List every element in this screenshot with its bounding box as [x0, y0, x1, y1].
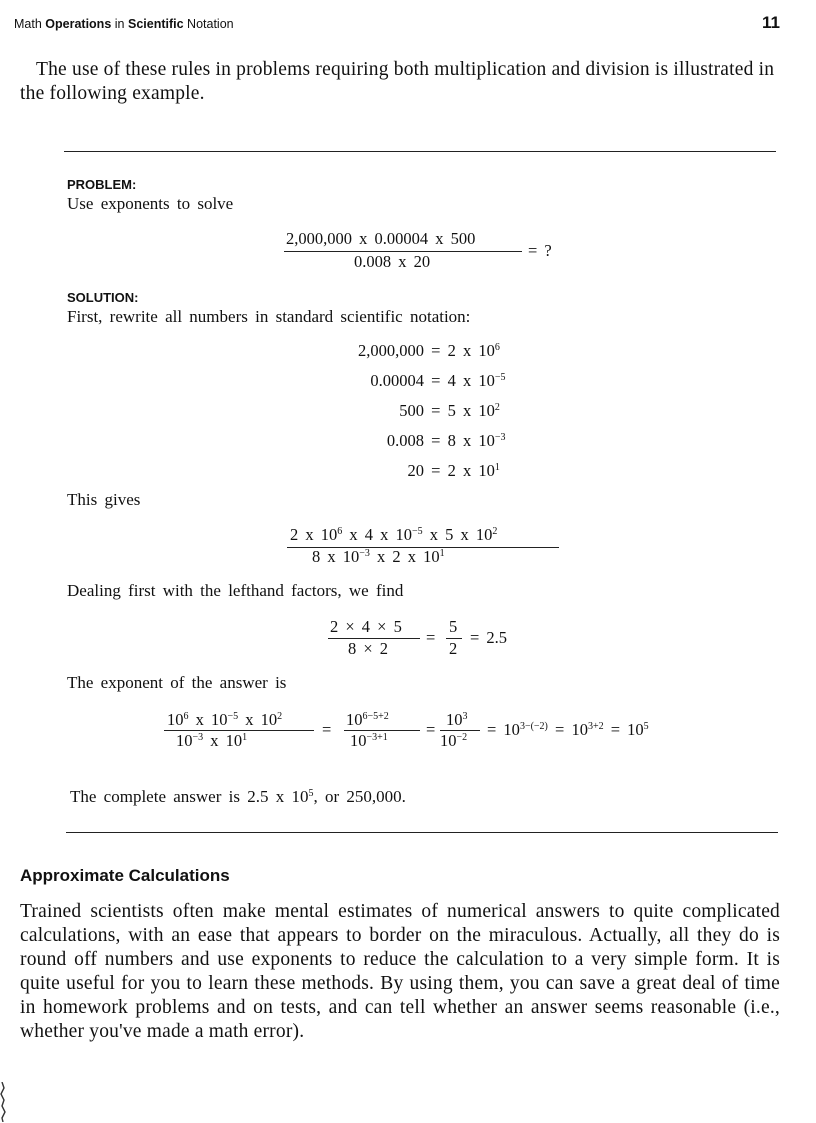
- conversion-coef: 8: [447, 431, 456, 450]
- lefthand-result: = 2.5: [470, 628, 508, 647]
- conversion-exp: −3: [494, 432, 506, 443]
- box-top-rule: [64, 151, 776, 152]
- exponent-equals: =: [322, 720, 332, 739]
- exponent-denominator: [176, 731, 247, 751]
- conversion-exp: −5: [494, 372, 506, 383]
- exponent: −5: [227, 711, 239, 722]
- conversion-coef: 4: [447, 371, 456, 390]
- conversion-row: 0.00004 = 4 x $10^{-5}$: [300, 371, 560, 401]
- lefthand-equals: =: [426, 628, 436, 647]
- intro-paragraph: The use of these rules in problems requiring both multiplication and division is illustrated in the following example.: [20, 59, 775, 104]
- merged-equals: =: [426, 720, 436, 739]
- problem-equals: = ?: [528, 241, 552, 260]
- conversion-row: 500 = 5 x $10^2$: [300, 401, 560, 431]
- gives-denominator: [312, 547, 445, 567]
- term: 10: [346, 710, 363, 729]
- exponent: 6: [183, 711, 189, 722]
- problem-label: PROBLEM:: [67, 177, 137, 192]
- term: 8 x 10: [312, 547, 360, 566]
- term: 10: [176, 731, 193, 750]
- exponent: 2: [492, 526, 498, 537]
- term: x 10: [238, 710, 278, 729]
- exponent: 1: [242, 732, 248, 743]
- header-word: Notation: [187, 17, 234, 31]
- conversion-table: [300, 341, 560, 491]
- exponent: 3−(−2): [519, 721, 548, 732]
- lefthand-numerator: 2 × 4 × 5: [330, 617, 402, 636]
- conversion-row: 2,000,000 = 2 x $10^6$: [300, 341, 560, 371]
- conversion-row: 0.008 = 8 x $10^{-3}$: [300, 431, 560, 461]
- term: 10: [440, 731, 457, 750]
- term: x 10: [203, 731, 243, 750]
- term: 10: [446, 710, 463, 729]
- reduced-denominator: [440, 731, 467, 751]
- exponent: −2: [456, 732, 468, 743]
- conversion-coef: 2: [447, 341, 456, 360]
- exponent-numerator: [167, 710, 282, 730]
- gives-text: This gives: [67, 490, 141, 509]
- exponent: −3: [359, 548, 370, 559]
- term: 10: [350, 731, 367, 750]
- merged-numerator: [346, 710, 389, 730]
- term: x 4 x 10: [342, 525, 412, 544]
- exponent: −5: [412, 526, 423, 537]
- solution-label: SOLUTION:: [67, 290, 139, 305]
- step: = 10: [610, 720, 644, 739]
- lefthand-mid-numerator: 5: [449, 617, 458, 636]
- term: x 2 x 10: [369, 547, 440, 566]
- exponent: 3+2: [587, 721, 604, 732]
- exponent: 5: [308, 788, 314, 799]
- header-word: in: [114, 17, 125, 31]
- lefthand-mid-denominator: 2: [449, 639, 458, 658]
- conversion-coef: 5: [447, 401, 456, 420]
- conversion-lhs: 0.00004: [370, 371, 424, 390]
- conversion-lhs: 0.008: [386, 431, 424, 450]
- exponent: 3: [462, 711, 468, 722]
- header-word-bold: Scientific: [127, 17, 184, 31]
- exponent: 5: [643, 721, 649, 732]
- conversion-exp: 1: [494, 462, 500, 473]
- lefthand-text: Dealing first with the lefthand factors, we find: [67, 581, 404, 600]
- reduced-numerator: [446, 710, 468, 730]
- lefthand-denominator: 8 × 2: [348, 639, 389, 658]
- running-header: [14, 17, 234, 31]
- section-paragraph: Trained scientists often make mental estimates of numerical answers to quite complicated calculations, with an ease that appears to border on the miraculous. Actually, all they do is round off numbers and use exponents to reduce the calculation to a very simple form. It is quite useful for you to learn these methods. By using them, you can save a great deal of time in homework problems and on tests, and can tell whether an answer seems reasonable (i.e., whether you've made a math error).: [20, 901, 780, 1042]
- exponent: −3+1: [366, 732, 388, 743]
- conversion-exp: 2: [494, 402, 500, 413]
- problem-numerator: 2,000,000 x 0.00004 x 500: [286, 229, 476, 248]
- term: 10: [167, 710, 184, 729]
- problem-denominator: 0.008 x 20: [354, 252, 431, 271]
- conversion-row: 20 = 2 x $10^1$: [300, 461, 560, 491]
- step: = 10: [555, 720, 588, 739]
- solution-text: First, rewrite all numbers in standard scientific notation:: [67, 307, 471, 326]
- problem-text: Use exponents to solve: [67, 194, 234, 213]
- conversion-lhs: 20: [407, 461, 424, 480]
- exponent: 1: [439, 548, 445, 559]
- step: = 10: [487, 720, 520, 739]
- exponent: 6: [337, 526, 343, 537]
- page-number: 11: [762, 13, 780, 32]
- section-heading: Approximate Calculations: [20, 866, 230, 885]
- exponent: 6−5+2: [362, 711, 389, 722]
- answer-text: , or 250,000.: [313, 787, 406, 806]
- exponent-text: The exponent of the answer is: [67, 673, 287, 692]
- gives-numerator: [290, 525, 497, 545]
- header-word: Math: [14, 17, 42, 31]
- term: x 10: [188, 710, 228, 729]
- exponent: 2: [277, 711, 283, 722]
- conversion-lhs: 500: [399, 401, 424, 420]
- conversion-exp: 6: [494, 342, 500, 353]
- exponent-steps: [487, 720, 649, 740]
- box-bottom-rule: [66, 832, 778, 833]
- complete-answer: [70, 787, 406, 807]
- exponent: −3: [192, 732, 204, 743]
- conversion-lhs: 2,000,000: [358, 341, 424, 360]
- scan-artifact: [0, 1082, 6, 1122]
- conversion-coef: 2: [447, 461, 456, 480]
- term: 2 x 10: [290, 525, 338, 544]
- header-word-bold: Operations: [45, 17, 112, 31]
- merged-denominator: [350, 731, 388, 751]
- answer-text: The complete answer is 2.5 x 10: [70, 787, 309, 806]
- term: x 5 x 10: [422, 525, 493, 544]
